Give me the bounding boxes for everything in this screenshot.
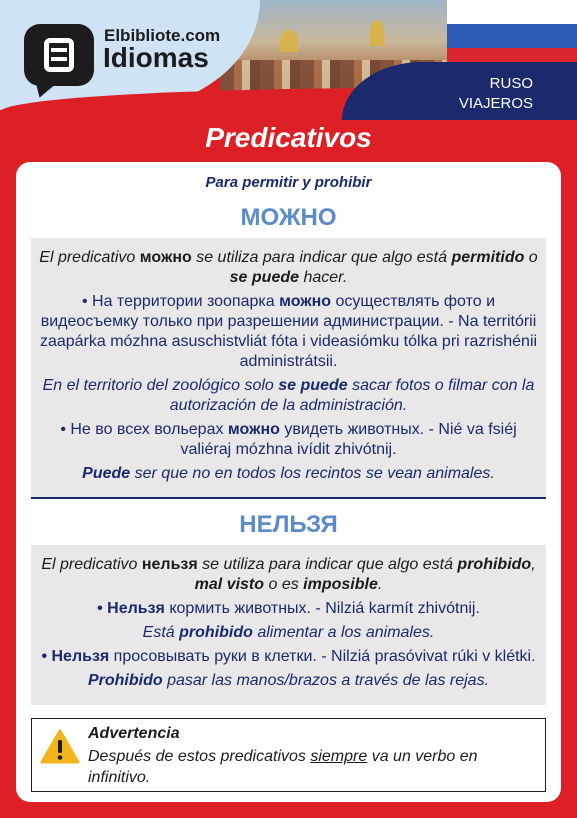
page-title: Predicativos xyxy=(205,122,372,153)
section-divider xyxy=(31,497,546,499)
warning-box xyxy=(31,718,546,792)
example-spanish: En el territorio del zoológico solo se puede sacar fotos o filmar con la autorización de la administración. xyxy=(42,377,535,414)
section-word-nelzya: НЕЛЬЗЯ xyxy=(239,511,338,538)
header xyxy=(0,0,577,120)
warning-icon xyxy=(40,729,80,765)
course-tag xyxy=(342,62,577,120)
example-russian: • Нельзя просовывать руки в клетки. - Nilziá prasóvivat rúki v klétki. xyxy=(41,648,536,665)
logo-brand: Idiomas xyxy=(103,42,209,73)
example-spanish: Prohibido pasar las manos/brazos a través de las rejas. xyxy=(87,672,490,689)
logo-speech-bubble-icon xyxy=(24,24,94,86)
section-box-nelzya xyxy=(31,545,546,705)
example-spanish: Está prohibido alimentar a los animales. xyxy=(142,624,435,641)
tag-level: VIAJEROS xyxy=(458,95,533,112)
section-intro: El predicativo можно se utiliza para indicar que algo está permitido o se puede hacer. xyxy=(39,249,538,286)
card-subtitle: Para permitir y prohibir xyxy=(205,174,372,191)
warning-text: Después de estos predicativos siempre va un verbo en infinitivo. xyxy=(88,748,478,786)
content-card xyxy=(16,162,561,802)
example-russian: • На территории зоопарка можно осуществлять фото и видеосъемку только при разрешении администрации. - Na territórii zaapárka mózhna asuschistvliát fóta i videasiómku tólka pri razrishénii administrátsii. xyxy=(39,293,538,370)
example-russian: • Нельзя кормить животных. - Nilziá karmít zhivótnij. xyxy=(97,600,480,617)
example-russian: • Не во всех вольерах можно увидеть животных. - Nié va fsiéj valiéraj mózhna ivídit zhivótnij. xyxy=(60,421,517,458)
warning-title: Advertencia xyxy=(88,725,180,742)
section-intro: El predicativo нельзя se utiliza para indicar que algo está prohibido, mal visto o es imposible. xyxy=(41,556,536,593)
section-box-mozhno xyxy=(31,238,546,498)
logo-site-name: Elbibliote.com xyxy=(104,26,221,45)
tag-language: RUSO xyxy=(489,75,533,92)
section-word-mozhno: МОЖНО xyxy=(240,204,337,231)
example-spanish: Puede ser que no en todos los recintos se vean animales. xyxy=(82,465,495,482)
